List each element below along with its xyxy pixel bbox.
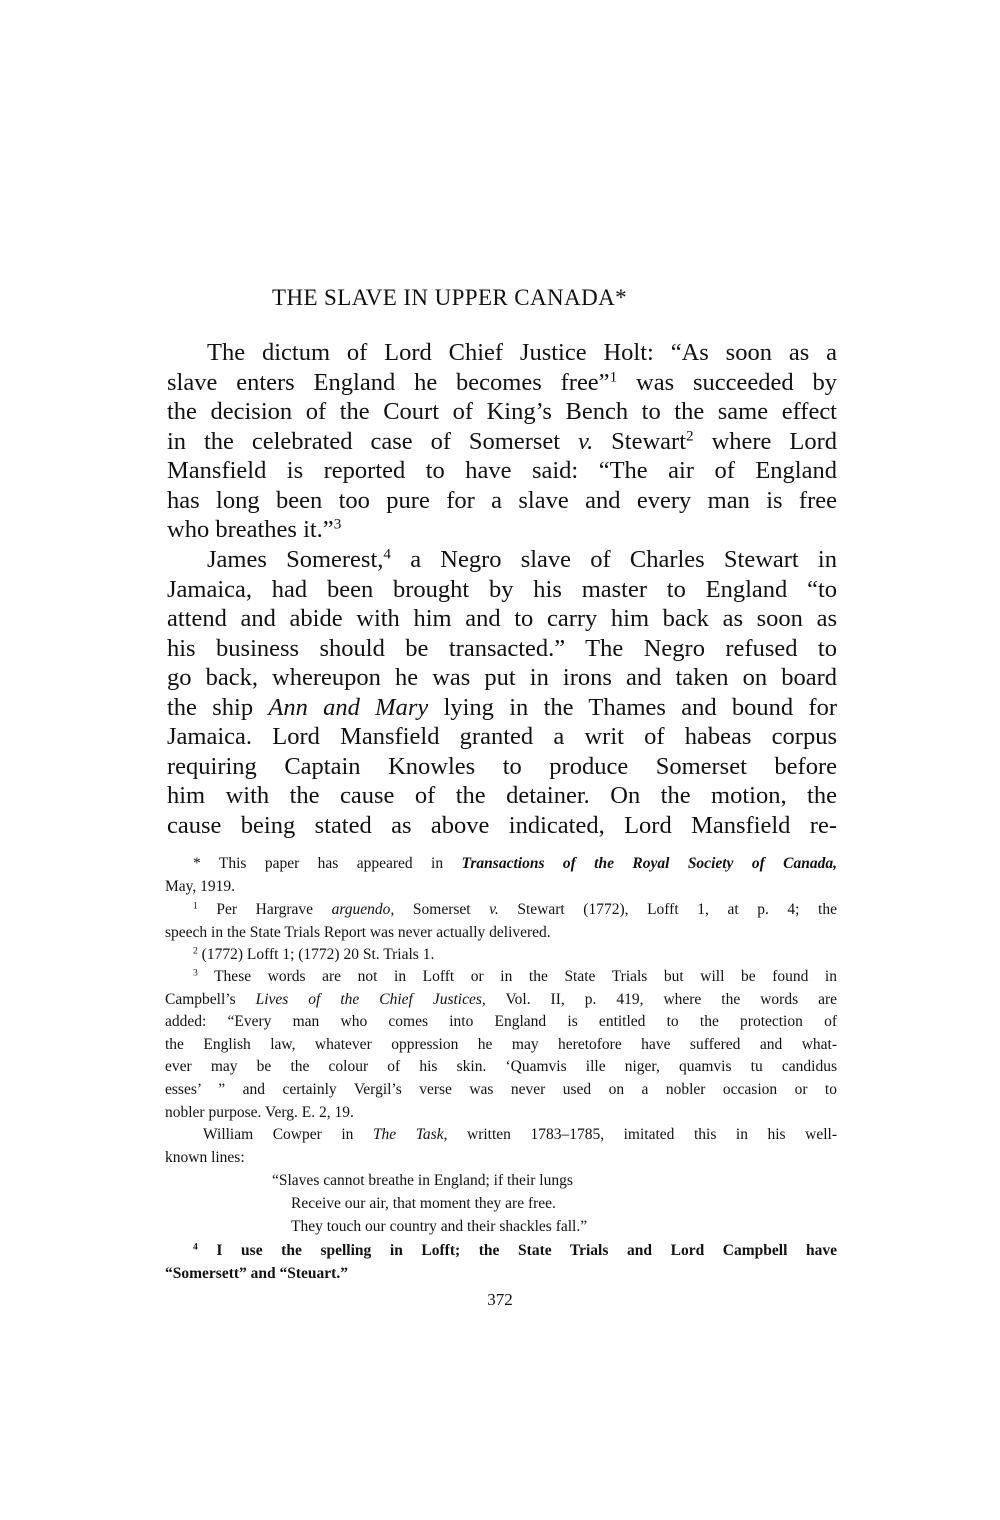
footnote-ref: 1 <box>609 368 618 386</box>
book-title: Lives of the Chief Justices, <box>255 990 486 1008</box>
footnote-3 <box>165 966 837 1169</box>
text-run: slave enters England he becomes free” <box>167 368 610 396</box>
body-line: The dictum of Lord Chief Justice Holt: “As soon as a <box>207 339 837 366</box>
text-run: who breathes it.” <box>167 516 334 543</box>
footnote-line: esses’ ” and certainly Vergil’s verse was never used on a nobler occasion or to <box>165 1080 837 1098</box>
footnote-ref: 3 <box>333 515 342 533</box>
footnote-line: known lines: <box>165 1148 245 1166</box>
footnote-line: “Somersett” and “Steuart.” <box>165 1264 348 1282</box>
footnote-4 <box>165 1240 837 1285</box>
footnote-line <box>165 899 837 922</box>
footnote-line: nobler purpose. Verg. E. 2, 19. <box>165 1103 354 1121</box>
body-line: him with the cause of the detainer. On the motion, the <box>167 782 837 809</box>
body-line: Jamaica, had been brought by his master to England “to <box>167 575 837 603</box>
body-line <box>167 693 837 723</box>
body-line: his business should be transacted.” The Negro refused to <box>167 634 837 662</box>
body-line: has long been too pure for a slave and every man is free <box>167 486 837 514</box>
article-title: THE SLAVE IN UPPER CANADA* <box>272 285 627 310</box>
footnote-number: 3 <box>193 967 198 979</box>
verse-line-2: Receive our air, that moment they are free. <box>291 1195 556 1212</box>
footnote-ref: 4 <box>383 545 391 563</box>
footnote-line <box>165 853 837 876</box>
footnote-ref: 2 <box>686 427 694 445</box>
body-paragraph-1 <box>167 338 837 545</box>
text-run: Vol. II, p. 419, where the words are <box>485 990 837 1008</box>
text-run: William Cowper in <box>203 1126 373 1144</box>
poem-title: The Task, <box>372 1126 448 1144</box>
text-run: lying in the Thames and bound for <box>428 693 837 721</box>
body-line <box>167 515 837 545</box>
text-run: James Somerest, <box>207 546 384 573</box>
body-line: go back, whereupon he was put in irons and taken on board <box>167 664 837 691</box>
footnote-star <box>165 853 837 898</box>
footnote-line <box>165 944 837 967</box>
body-line: attend and abide with him and to carry him back as soon as <box>167 605 837 632</box>
footnote-2 <box>165 944 837 967</box>
journal-title: Transactions of the Royal Society of Canada, <box>461 855 837 872</box>
body-line: cause being stated as above indicated, Lord Mansfield re- <box>167 811 837 839</box>
body-line <box>167 368 837 398</box>
text-run: Somerset <box>394 901 490 918</box>
case-versus: v. <box>489 901 499 918</box>
body-paragraph-2 <box>167 545 837 840</box>
text-run: written 1783–1785, imitated this in his well- <box>447 1126 837 1144</box>
body-line <box>167 427 837 457</box>
footnote-number: 2 <box>193 945 198 957</box>
footnote-line <box>165 1240 837 1263</box>
page-number: 372 <box>487 1290 513 1309</box>
body-line <box>167 545 837 575</box>
footnote-line <box>165 1124 837 1147</box>
ship-name: Ann and Mary <box>268 693 429 721</box>
text-italic: arguendo, <box>331 901 395 918</box>
body-line: requiring Captain Knowles to produce Somerset before <box>167 752 837 780</box>
text-run: the ship <box>167 693 269 721</box>
verse-line-1: “Slaves cannot breathe in England; if their lungs <box>272 1172 573 1189</box>
text-run: Stewart (1772), Lofft 1, at p. 4; the <box>498 901 837 918</box>
body-line: the decision of the Court of King’s Bench to the same effect <box>167 398 837 425</box>
text-run: * This paper has appeared in <box>193 855 462 872</box>
footnote-line: ever may be the colour of his skin. ‘Quamvis ille niger, quamvis tu candidus <box>165 1058 837 1076</box>
body-line: Mansfield is reported to have said: “The air of England <box>167 457 837 484</box>
footnote-line: the English law, whatever oppression he may heretofore have suffered and what- <box>165 1035 837 1053</box>
footnote-1 <box>165 899 837 944</box>
footnote-number: 1 <box>193 900 198 912</box>
text-run: Campbell’s <box>165 990 256 1008</box>
text-run: (1772) Lofft 1; (1772) 20 St. Trials 1. <box>197 946 435 963</box>
footnote-number: 4 <box>193 1241 198 1253</box>
case-versus: v. <box>578 427 594 455</box>
footnote-line <box>165 966 837 989</box>
text-run: Per Hargrave <box>197 901 332 918</box>
footnote-line <box>165 989 837 1012</box>
text-run: I use the spelling in Lofft; the State Trials and Lord Campbell have <box>197 1242 837 1259</box>
text-run: was succeeded by <box>636 368 837 396</box>
text-run: Stewart <box>593 427 687 455</box>
text-run: These words are not in Lofft or in the State Trials but will be found in <box>197 968 837 985</box>
body-line: Jamaica. Lord Mansfield granted a writ of habeas corpus <box>167 723 837 750</box>
footnote-line: added: “Every man who comes into England is entitled to the protection of <box>165 1013 837 1031</box>
footnote-line: May, 1919. <box>165 877 236 895</box>
verse-line-3: They touch our country and their shackles fall.” <box>291 1218 588 1235</box>
text-run: in the celebrated case of Somerset <box>167 427 579 455</box>
text-run: where Lord <box>693 427 837 455</box>
text-run: a Negro slave of Charles Stewart in <box>390 546 837 573</box>
footnote-line: speech in the State Trials Report was never actually delivered. <box>165 923 551 941</box>
